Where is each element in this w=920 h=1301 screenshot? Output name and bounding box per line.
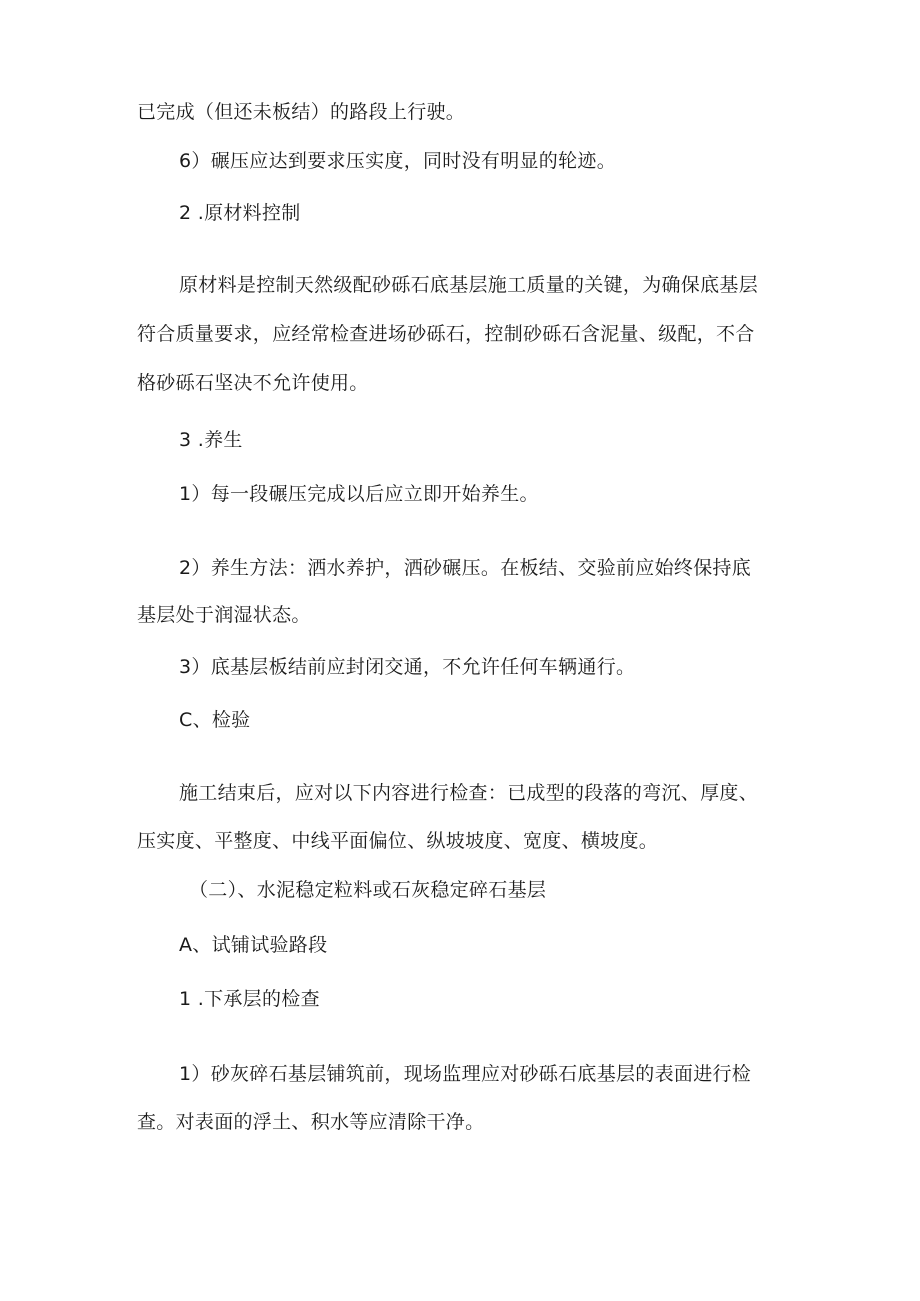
paragraph-line: 施工结束后，应对以下内容进行检查：已成型的段落的弯沉、厚度、: [179, 782, 759, 804]
section-heading: A、试铺试验路段: [179, 934, 328, 956]
section-heading: C、检验: [179, 709, 251, 731]
list-item-line: 1）砂灰碎石基层铺筑前，现场监理应对砂砾石底基层的表面进行检: [179, 1063, 752, 1085]
list-item-line: 3）底基层板结前应封闭交通，不允许任何车辆通行。: [179, 656, 636, 678]
paragraph-line: 符合质量要求，应经常检查进场砂砾石，控制砂砾石含泥量、级配，不合: [137, 323, 755, 345]
list-item-line: 2）养生方法：洒水养护，洒砂碾压。在板结、交验前应始终保持底: [179, 557, 752, 579]
section-heading: 3 .养生: [179, 429, 243, 451]
paragraph-line: 查。对表面的浮土、积水等应清除干净。: [137, 1111, 485, 1133]
paragraph-line: 原材料是控制天然级配砂砾石底基层施工质量的关键，为确保底基层: [179, 274, 759, 296]
section-heading: 2 .原材料控制: [179, 202, 301, 224]
list-item-line: 6）碾压应达到要求压实度，同时没有明显的轮迹。: [179, 150, 616, 172]
paragraph-line: 格砂砾石坚决不允许使用。: [137, 372, 369, 394]
paragraph-line: 压实度、平整度、中线平面偏位、纵坡坡度、宽度、横坡度。: [137, 830, 659, 852]
paragraph-line: 已完成（但还未板结）的路段上行驶。: [137, 101, 466, 123]
list-item-line: 1）每一段碾压完成以后应立即开始养生。: [179, 483, 539, 505]
paragraph-line: 基层处于润湿状态。: [137, 604, 311, 626]
section-heading: （二）、水泥稳定粒料或石灰稳定碎石基层: [189, 879, 547, 901]
section-heading: 1 .下承层的检查: [179, 988, 320, 1010]
